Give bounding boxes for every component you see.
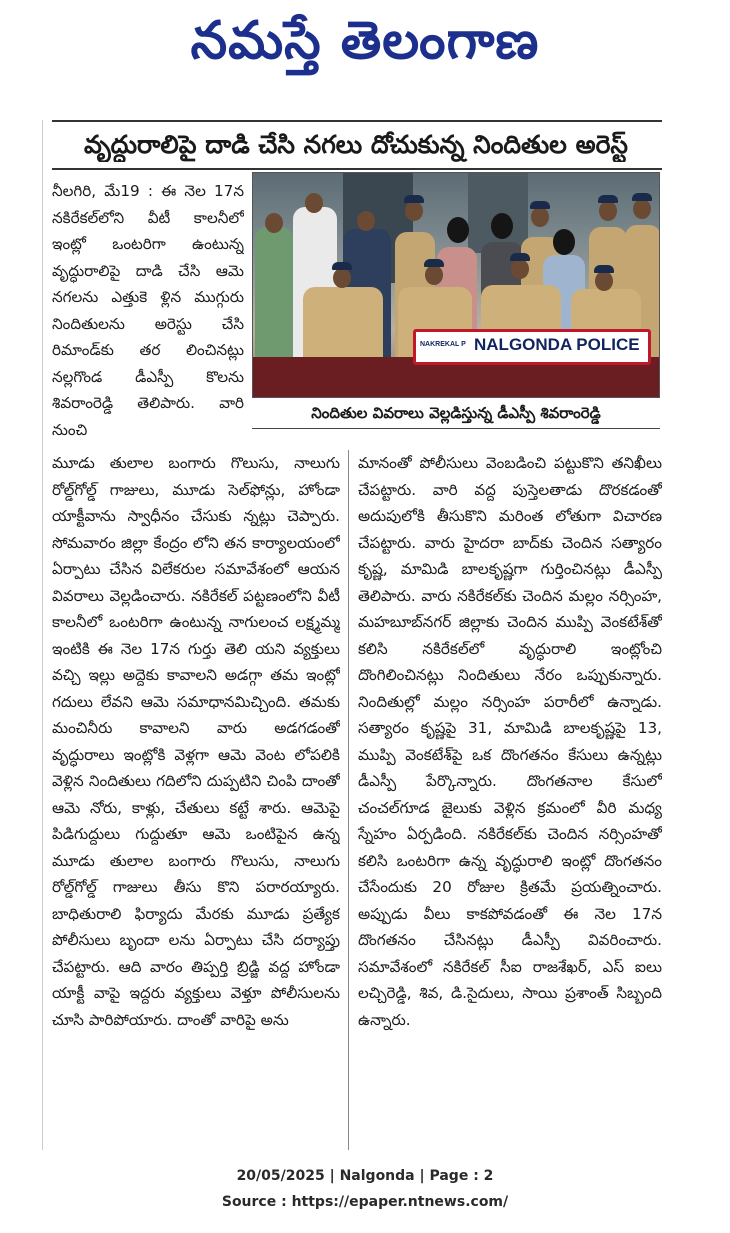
photo-caption: నిందితుల వివరాలు వెల్లడిస్తున్న డీఎస్పీ శివరాంరెడ్డి [252, 398, 660, 429]
police-cap [424, 259, 444, 267]
footer-date-line: 20/05/2025 | Nalgonda | Page : 2 [236, 1168, 494, 1184]
police-cap [332, 262, 352, 270]
police-cap [594, 265, 614, 273]
photo-head [357, 211, 375, 231]
article-headline: వృద్ధురాలిపై దాడి చేసి నగలు దోచుకున్న నిందితుల అరెస్ట్ [84, 130, 628, 159]
photo-head [265, 213, 283, 233]
police-cap [510, 253, 530, 261]
photo-head [511, 259, 529, 279]
photo-head [633, 199, 651, 219]
photo-head [595, 271, 613, 291]
police-cap [530, 201, 550, 209]
column-divider [348, 450, 349, 1150]
article-column-left: మూడు తులాల బంగారు గొలుసు, నాలుగు రోల్డ్‌గోల్డ్ గాజులు, మూడు సెల్‌ఫోన్లు, హోండా యాక్టీవాను స్వాధీనం చేసుకు న్నట్లు చెప్పారు. సోమవారం జిల్లా కేంద్రం లోని తన కార్యాలయంలో ఏర్పాటు చేసిన విలేకరుల సమావేశంలో ఆయన వివరాలు వెల్లడించారు. నకిరేకల్ పట్టణంలోని వీటీ కాలనీలో ఒంటరిగా ఉంటున్న నాగులంచ లక్ష్మమ్మ ఇంటికి ఈ నెల 17న గుర్తు తెలి యని వ్యక్తులు వచ్చి ఇల్లు అద్దెకు కావాలని అడగ్గా తమ ఇంట్లో గదులు లేవని ఆమె సమాధానమిచ్చింది. తమకు మంచినీరు కావాలని వారు అడగడంతో వృద్ధురాలు ఇంట్లోకి వెళ్లగా ఆమె వెంట లోపలికి వెళ్లిన నిందితులు గదిలోని దుప్పటిని చింపి దాంతో ఆమె నోరు, కాళ్లు, చేతులు కట్టే శారు. ఆమెపై పిడిగుద్దులు గుద్దుతూ ఆమె ఒంటిపైన ఉన్న మూడు తులాల బంగారు గొలుసు, నాలుగు రోల్డ్‌గోల్డ్ గాజులు తీసు కొని పరారయ్యారు. బాధితురాలి ఫిర్యాదు మేరకు మూడు ప్రత్యేక పోలీసులు బృందా లను ఏర్పాటు చేసి దర్యాప్తు చేపట్టారు. ఆది వారం తిప్పర్తి బ్రిడ్జి వద్ద హోండా యాక్టీ వాపై ఇద్దరు వ్యక్తులు వెళ్తూ పోలీసులను చూసి పారిపోయారు. దాంతో వారిపై అను [52, 454, 340, 1029]
masked-head [553, 229, 575, 255]
page-rule [42, 120, 43, 1150]
newspaper-logo: నమస్తే తెలంగాణ [190, 11, 540, 71]
news-photo [252, 172, 660, 398]
article-column-top: నీలగిరి, మే19 : ఈ నెల 17న నకిరేకల్‌లోని వీటీ కాలనీలో ఇంట్లో ఒంటరిగా ఉంటున్న వృద్ధురాలిపై దాడి చేసి ఆమె నగలను ఎత్తుకె ళ్లిన ముగ్గురు నిందితులను అరెస్టు చేసి రిమాండ్‌కు తర లించినట్లు నల్లగొండ డీఎస్పీ కొలను శివరాంరెడ్డి తెలిపారు. వారి నుంచి [52, 182, 244, 439]
photo-head [425, 265, 443, 285]
photo-head [333, 268, 351, 288]
police-cap [632, 193, 652, 201]
masthead [0, 0, 730, 88]
police-cap [598, 195, 618, 203]
banner-text: NALGONDA POLICE [474, 335, 640, 354]
police-cap [404, 195, 424, 203]
police-banner [413, 329, 651, 365]
masked-head [491, 213, 513, 239]
footer-source-line: Source : https://epaper.ntnews.com/ [221, 1194, 509, 1210]
headline-box [52, 120, 662, 170]
photo-head [599, 201, 617, 221]
masked-head [447, 217, 469, 243]
photo-head [531, 207, 549, 227]
photo-head [305, 193, 323, 213]
banner-small-text: NAKREKAL P [420, 341, 466, 348]
photo-head [405, 201, 423, 221]
article-column-right: మానంతో పోలీసులు వెంబడించి పట్టుకొని తనిఖీలు చేపట్టారు. వారి వద్ద పుస్తెలతాడు దొరకడంతో అదుపులోకి తీసుకొని మరింత లోతుగా విచారణ చేపట్టారు. వారు హైదరా బాద్‌కు చెందిన సత్యారం కృష్ణ, మామిడి బాలకృష్ణగా గుర్తించినట్లు డీఎస్పీ తెలిపారు. వారు నకిరేకల్‌కు చెందిన మల్లం నర్సింహ, మహబూబ్‌నగర్ జిల్లాకు చెందిన ముప్పి వెంకటేశ్‌తో కలిసి నకిరేకల్‌లో వృద్ధురాలి ఇంట్లోంచి దొంగిలించినట్లు నిందితులు నేరం ఒప్పుకున్నారు. నిందితుల్లో మల్లం నర్సింహ పరారీలో ఉన్నాడు. సత్యారం కృష్ణపై 31, మామిడి బాలకృష్ణపై 13, ముప్పి వెంకటేశ్‌పై ఒక దొంగతనం కేసులు ఉన్నట్లు డీఎస్పీ పేర్కొన్నారు. దొంగతనాల కేసులో చంచల్‌గూడ జైలుకు వెళ్లిన క్రమంలో వీరి మధ్య స్నేహం ఏర్పడింది. నకిరేకల్‌కు చెందిన నర్సింహతో కలిసి ఒంటరిగా ఉన్న వృద్ధురాలి ఇంట్లో దొంగతనం చేసేందుకు 20 రోజుల క్రితమే ప్రయత్నించారు. అప్పుడు వీలు కాకపోవడంతో ఈ నెల 17న దొంగతనం చేసినట్లు డీఎస్పీ వివరించారు. సమావేశంలో నకిరేకల్ సీఐ రాజశేఖర్, ఎస్ ఐలు లచ్చిరెడ్డి, శివ, డి.సైదులు, సాయి ప్రశాంత్ సిబ్బంది ఉన్నారు. [358, 454, 662, 1029]
